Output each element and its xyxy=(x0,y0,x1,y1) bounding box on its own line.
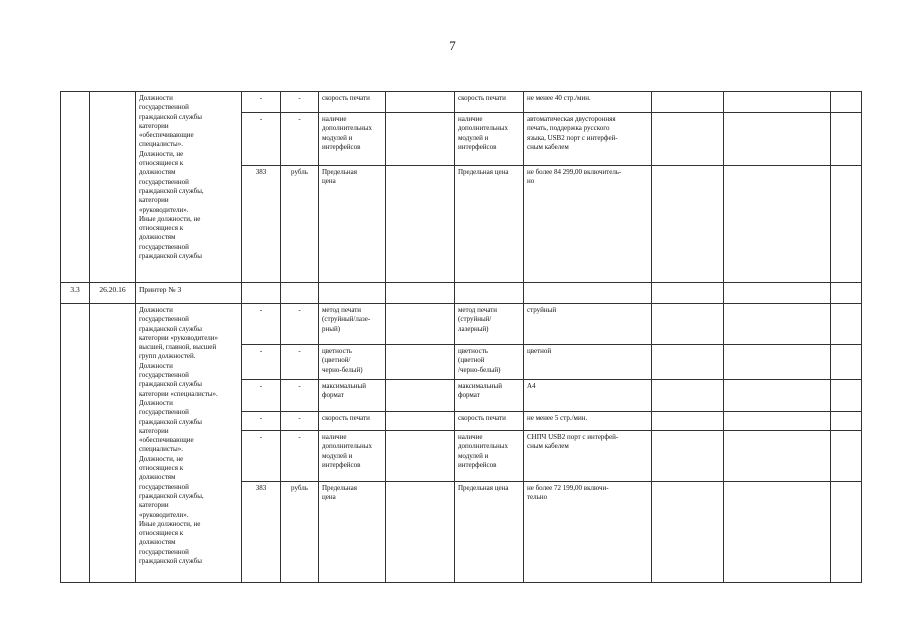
empty-cell xyxy=(831,412,862,431)
unit-name-cell: - xyxy=(281,345,319,380)
empty-cell xyxy=(386,345,455,380)
empty-cell xyxy=(386,482,455,583)
empty-cell xyxy=(652,482,724,583)
unit-name-cell: рубль xyxy=(281,482,319,583)
empty-cell xyxy=(724,431,831,482)
empty-cell xyxy=(831,431,862,482)
empty-cell xyxy=(386,304,455,345)
characteristic-cell: Предельная цена xyxy=(455,166,524,283)
empty-cell xyxy=(386,166,455,283)
number-cell xyxy=(61,92,90,283)
empty-cell xyxy=(724,304,831,345)
characteristic-cell: метод печати (струйный/лазе- рный) xyxy=(319,304,386,345)
characteristic-cell: наличие дополнительных модулей и интерфейсов xyxy=(319,431,386,482)
empty-cell xyxy=(831,166,862,283)
okei-code-cell: - xyxy=(242,92,281,113)
okei-code-cell: - xyxy=(242,431,281,482)
value-cell: струйный xyxy=(524,304,652,345)
empty-cell xyxy=(724,482,831,583)
empty-cell xyxy=(652,113,724,166)
characteristic-cell: скорость печати xyxy=(319,92,386,113)
empty-cell xyxy=(652,431,724,482)
empty-cell xyxy=(724,166,831,283)
characteristic-cell: скорость печати xyxy=(455,412,524,431)
okei-code-cell: - xyxy=(242,380,281,412)
value-cell: не менее 40 стр./мин. xyxy=(524,92,652,113)
empty-cell xyxy=(386,380,455,412)
value-cell: не более 84 299,00 включитель- но xyxy=(524,166,652,283)
empty-cell xyxy=(652,283,724,304)
empty-cell xyxy=(386,92,455,113)
characteristic-cell: цветность (цветной/ черно-белый) xyxy=(319,345,386,380)
characteristic-cell: скорость печати xyxy=(319,412,386,431)
characteristic-cell: цветность (цветной /черно-белый) xyxy=(455,345,524,380)
okei-code-cell: 383 xyxy=(242,166,281,283)
empty-cell xyxy=(724,92,831,113)
empty-cell xyxy=(652,92,724,113)
characteristic-cell: Предельная цена xyxy=(319,166,386,283)
page-number: 7 xyxy=(449,38,456,53)
empty-cell xyxy=(455,283,524,304)
value-cell: цветной xyxy=(524,345,652,380)
empty-cell xyxy=(524,283,652,304)
empty-cell xyxy=(724,283,831,304)
characteristic-cell: Предельная цена xyxy=(455,482,524,583)
unit-name-cell: - xyxy=(281,113,319,166)
unit-name-cell: - xyxy=(281,431,319,482)
okpd-cell xyxy=(90,304,136,583)
unit-name-cell: - xyxy=(281,412,319,431)
empty-cell xyxy=(652,412,724,431)
empty-cell xyxy=(831,482,862,583)
value-cell: СНПЧ USB2 порт с интерфей- сным кабелем xyxy=(524,431,652,482)
empty-cell xyxy=(386,283,455,304)
empty-cell xyxy=(724,345,831,380)
empty-cell xyxy=(242,283,281,304)
specification-table xyxy=(60,91,862,583)
number-cell xyxy=(61,304,90,583)
empty-cell xyxy=(831,345,862,380)
empty-cell xyxy=(724,113,831,166)
characteristic-cell: максимальный формат xyxy=(455,380,524,412)
section-row xyxy=(61,283,862,304)
characteristic-cell: наличие дополнительных модулей и интерфейсов xyxy=(319,113,386,166)
value-cell: автоматическая двусторонняя печать, поддержка русского языка, USB2 порт с интерфей- сным кабелем xyxy=(524,113,652,166)
empty-cell xyxy=(831,92,862,113)
empty-cell xyxy=(319,283,386,304)
position-category-cell: Должности государственной гражданской службы категории «обеспечивающие специалисты». Должности, не относящиеся к должностям государственной гражданской службы, категории «руководители». Иные должности, не относящиеся к должностям государственной гражданской службы xyxy=(136,92,242,283)
characteristic-cell: Предельная цена xyxy=(319,482,386,583)
empty-cell xyxy=(724,412,831,431)
empty-cell xyxy=(831,304,862,345)
okei-code-cell: - xyxy=(242,304,281,345)
table-row xyxy=(61,92,862,113)
okei-code-cell: - xyxy=(242,412,281,431)
empty-cell xyxy=(281,283,319,304)
unit-name-cell: - xyxy=(281,380,319,412)
unit-name-cell: рубль xyxy=(281,166,319,283)
characteristic-cell: метод печати (струйный/ лазерный) xyxy=(455,304,524,345)
okei-code-cell: - xyxy=(242,113,281,166)
empty-cell xyxy=(831,113,862,166)
characteristic-cell: скорость печати xyxy=(455,92,524,113)
empty-cell xyxy=(652,304,724,345)
empty-cell xyxy=(831,283,862,304)
value-cell: не более 72 199,00 включи- тельно xyxy=(524,482,652,583)
okei-code-cell: - xyxy=(242,345,281,380)
table-row xyxy=(61,304,862,345)
value-cell: не менее 5 стр./мин. xyxy=(524,412,652,431)
okpd-cell xyxy=(90,92,136,283)
empty-cell xyxy=(652,380,724,412)
unit-name-cell: - xyxy=(281,92,319,113)
empty-cell xyxy=(831,380,862,412)
position-category-cell: Должности государственной гражданской службы категории «руководители» высшей, главной, высшей групп должностей. Должности государственной гражданской службы категории «специалисты». Должности государственной гражданской службы категории «обеспечивающие специалисты». Должности, не относящиеся к должностям государственной гражданской службы, категории «руководители». Иные должности, не относящиеся к должностям государственной гражданской службы xyxy=(136,304,242,583)
characteristic-cell: максимальный формат xyxy=(319,380,386,412)
unit-name-cell: - xyxy=(281,304,319,345)
section-okpd-cell: 26.20.16 xyxy=(90,283,136,304)
okei-code-cell: 383 xyxy=(242,482,281,583)
characteristic-cell: наличие дополнительных модулей и интерфейсов xyxy=(455,113,524,166)
section-name-cell: Принтер № 3 xyxy=(136,283,242,304)
empty-cell xyxy=(386,113,455,166)
section-number-cell: 3.3 xyxy=(61,283,90,304)
empty-cell xyxy=(386,412,455,431)
table-body xyxy=(61,92,862,583)
empty-cell xyxy=(386,431,455,482)
empty-cell xyxy=(652,345,724,380)
empty-cell xyxy=(724,380,831,412)
characteristic-cell: наличие дополнительных модулей и интерфейсов xyxy=(455,431,524,482)
empty-cell xyxy=(652,166,724,283)
value-cell: А4 xyxy=(524,380,652,412)
